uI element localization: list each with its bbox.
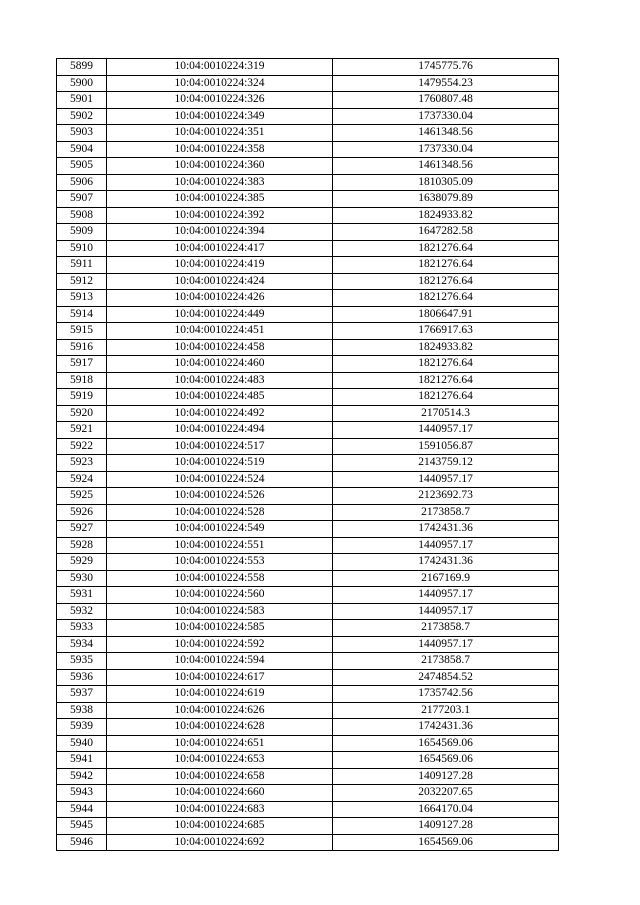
- row-number-cell: 5946: [57, 834, 107, 851]
- cadastral-number-cell: 10:04:0010224:617: [107, 669, 333, 686]
- table-row: [57, 323, 559, 340]
- row-number-cell: 5901: [57, 92, 107, 109]
- cadastral-number-cell: 10:04:0010224:651: [107, 735, 333, 752]
- table-row: [57, 75, 559, 92]
- cadastral-value-cell: 1810305.09: [333, 174, 559, 191]
- cadastral-value-cell: 1461348.56: [333, 158, 559, 175]
- cadastral-number-cell: 10:04:0010224:585: [107, 620, 333, 637]
- row-number-cell: 5930: [57, 570, 107, 587]
- cadastral-value-cell: 2032207.65: [333, 785, 559, 802]
- cadastral-number-cell: 10:04:0010224:419: [107, 257, 333, 274]
- cadastral-number-cell: 10:04:0010224:551: [107, 537, 333, 554]
- cadastral-value-cell: 1654569.06: [333, 752, 559, 769]
- row-number-cell: 5903: [57, 125, 107, 142]
- row-number-cell: 5913: [57, 290, 107, 307]
- row-number-cell: 5917: [57, 356, 107, 373]
- cadastral-value-cell: 1440957.17: [333, 587, 559, 604]
- cadastral-value-cell: 1440957.17: [333, 537, 559, 554]
- cadastral-value-cell: 2173858.7: [333, 620, 559, 637]
- cadastral-value-cell: 1461348.56: [333, 125, 559, 142]
- cadastral-number-cell: 10:04:0010224:660: [107, 785, 333, 802]
- cadastral-value-cell: 1440957.17: [333, 422, 559, 439]
- row-number-cell: 5904: [57, 141, 107, 158]
- row-number-cell: 5939: [57, 719, 107, 736]
- table-row: [57, 471, 559, 488]
- table-row: [57, 356, 559, 373]
- cadastral-number-cell: 10:04:0010224:324: [107, 75, 333, 92]
- table-row: [57, 174, 559, 191]
- cadastral-value-cell: 2177203.1: [333, 702, 559, 719]
- table-row: [57, 158, 559, 175]
- table-row: [57, 587, 559, 604]
- row-number-cell: 5934: [57, 636, 107, 653]
- row-number-cell: 5916: [57, 339, 107, 356]
- table-body: [57, 59, 559, 851]
- cadastral-value-cell: 1821276.64: [333, 372, 559, 389]
- document-page: [56, 58, 558, 851]
- row-number-cell: 5919: [57, 389, 107, 406]
- cadastral-value-cell: 1824933.82: [333, 207, 559, 224]
- row-number-cell: 5941: [57, 752, 107, 769]
- table-row: [57, 108, 559, 125]
- cadastral-number-cell: 10:04:0010224:460: [107, 356, 333, 373]
- table-row: [57, 818, 559, 835]
- cadastral-number-cell: 10:04:0010224:558: [107, 570, 333, 587]
- cadastral-number-cell: 10:04:0010224:549: [107, 521, 333, 538]
- cadastral-number-cell: 10:04:0010224:319: [107, 59, 333, 76]
- cadastral-number-cell: 10:04:0010224:483: [107, 372, 333, 389]
- cadastral-number-cell: 10:04:0010224:658: [107, 768, 333, 785]
- table-row: [57, 59, 559, 76]
- cadastral-value-cell: 1647282.58: [333, 224, 559, 241]
- table-row: [57, 191, 559, 208]
- cadastral-value-cell: 1821276.64: [333, 389, 559, 406]
- cadastral-value-cell: 1742431.36: [333, 521, 559, 538]
- table-row: [57, 834, 559, 851]
- cadastral-number-cell: 10:04:0010224:528: [107, 504, 333, 521]
- cadastral-value-cell: 1440957.17: [333, 471, 559, 488]
- cadastral-number-cell: 10:04:0010224:517: [107, 438, 333, 455]
- row-number-cell: 5920: [57, 405, 107, 422]
- table-row: [57, 735, 559, 752]
- row-number-cell: 5931: [57, 587, 107, 604]
- cadastral-value-cell: 1737330.04: [333, 108, 559, 125]
- cadastral-value-cell: 2173858.7: [333, 653, 559, 670]
- cadastral-number-cell: 10:04:0010224:619: [107, 686, 333, 703]
- table-row: [57, 339, 559, 356]
- row-number-cell: 5942: [57, 768, 107, 785]
- table-row: [57, 570, 559, 587]
- cadastral-value-cell: 1760807.48: [333, 92, 559, 109]
- row-number-cell: 5922: [57, 438, 107, 455]
- cadastral-number-cell: 10:04:0010224:553: [107, 554, 333, 571]
- row-number-cell: 5915: [57, 323, 107, 340]
- table-row: [57, 290, 559, 307]
- row-number-cell: 5929: [57, 554, 107, 571]
- cadastral-value-cell: 1479554.23: [333, 75, 559, 92]
- row-number-cell: 5914: [57, 306, 107, 323]
- cadastral-value-cell: 1742431.36: [333, 719, 559, 736]
- cadastral-number-cell: 10:04:0010224:592: [107, 636, 333, 653]
- cadastral-number-cell: 10:04:0010224:417: [107, 240, 333, 257]
- table-row: [57, 669, 559, 686]
- cadastral-number-cell: 10:04:0010224:426: [107, 290, 333, 307]
- row-number-cell: 5902: [57, 108, 107, 125]
- cadastral-number-cell: 10:04:0010224:326: [107, 92, 333, 109]
- table-row: [57, 372, 559, 389]
- cadastral-value-cell: 1745775.76: [333, 59, 559, 76]
- row-number-cell: 5909: [57, 224, 107, 241]
- table-row: [57, 224, 559, 241]
- cadastral-number-cell: 10:04:0010224:628: [107, 719, 333, 736]
- table-row: [57, 752, 559, 769]
- cadastral-value-cell: 2123692.73: [333, 488, 559, 505]
- table-row: [57, 785, 559, 802]
- row-number-cell: 5923: [57, 455, 107, 472]
- row-number-cell: 5932: [57, 603, 107, 620]
- cadastral-value-cell: 1654569.06: [333, 735, 559, 752]
- table-row: [57, 125, 559, 142]
- row-number-cell: 5936: [57, 669, 107, 686]
- cadastral-number-cell: 10:04:0010224:358: [107, 141, 333, 158]
- cadastral-value-cell: 2170514.3: [333, 405, 559, 422]
- table-row: [57, 768, 559, 785]
- cadastral-number-cell: 10:04:0010224:526: [107, 488, 333, 505]
- cadastral-number-cell: 10:04:0010224:385: [107, 191, 333, 208]
- table-row: [57, 719, 559, 736]
- table-row: [57, 92, 559, 109]
- cadastral-value-cell: 2167169.9: [333, 570, 559, 587]
- row-number-cell: 5935: [57, 653, 107, 670]
- cadastral-value-cell: 1409127.28: [333, 818, 559, 835]
- table-row: [57, 438, 559, 455]
- cadastral-value-cell: 1821276.64: [333, 257, 559, 274]
- cadastral-value-cell: 1821276.64: [333, 240, 559, 257]
- cadastral-number-cell: 10:04:0010224:394: [107, 224, 333, 241]
- table-row: [57, 653, 559, 670]
- row-number-cell: 5944: [57, 801, 107, 818]
- cadastral-number-cell: 10:04:0010224:524: [107, 471, 333, 488]
- table-row: [57, 603, 559, 620]
- row-number-cell: 5928: [57, 537, 107, 554]
- cadastral-value-cell: 1654569.06: [333, 834, 559, 851]
- cadastral-number-cell: 10:04:0010224:519: [107, 455, 333, 472]
- row-number-cell: 5906: [57, 174, 107, 191]
- cadastral-number-cell: 10:04:0010224:383: [107, 174, 333, 191]
- row-number-cell: 5907: [57, 191, 107, 208]
- cadastral-number-cell: 10:04:0010224:594: [107, 653, 333, 670]
- table-row: [57, 405, 559, 422]
- row-number-cell: 5926: [57, 504, 107, 521]
- row-number-cell: 5927: [57, 521, 107, 538]
- cadastral-number-cell: 10:04:0010224:494: [107, 422, 333, 439]
- table-row: [57, 273, 559, 290]
- cadastral-value-cell: 1821276.64: [333, 273, 559, 290]
- cadastral-number-cell: 10:04:0010224:458: [107, 339, 333, 356]
- table-row: [57, 455, 559, 472]
- row-number-cell: 5899: [57, 59, 107, 76]
- table-row: [57, 801, 559, 818]
- table-row: [57, 537, 559, 554]
- table-row: [57, 240, 559, 257]
- cadastral-value-cell: 2143759.12: [333, 455, 559, 472]
- table-row: [57, 257, 559, 274]
- cadastral-number-cell: 10:04:0010224:683: [107, 801, 333, 818]
- row-number-cell: 5911: [57, 257, 107, 274]
- row-number-cell: 5933: [57, 620, 107, 637]
- cadastral-number-cell: 10:04:0010224:583: [107, 603, 333, 620]
- table-row: [57, 389, 559, 406]
- cadastral-value-cell: 1824933.82: [333, 339, 559, 356]
- table-row: [57, 488, 559, 505]
- row-number-cell: 5912: [57, 273, 107, 290]
- table-row: [57, 422, 559, 439]
- cadastral-value-cell: 1409127.28: [333, 768, 559, 785]
- cadastral-number-cell: 10:04:0010224:392: [107, 207, 333, 224]
- table-row: [57, 554, 559, 571]
- cadastral-value-cell: 1638079.89: [333, 191, 559, 208]
- cadastral-value-cell: 1591056.87: [333, 438, 559, 455]
- cadastral-number-cell: 10:04:0010224:560: [107, 587, 333, 604]
- table-row: [57, 702, 559, 719]
- cadastral-value-cell: 1735742.56: [333, 686, 559, 703]
- row-number-cell: 5910: [57, 240, 107, 257]
- cadastral-number-cell: 10:04:0010224:485: [107, 389, 333, 406]
- table-row: [57, 636, 559, 653]
- row-number-cell: 5924: [57, 471, 107, 488]
- cadastral-value-cell: 1742431.36: [333, 554, 559, 571]
- row-number-cell: 5905: [57, 158, 107, 175]
- cadastral-number-cell: 10:04:0010224:451: [107, 323, 333, 340]
- table-row: [57, 686, 559, 703]
- table-row: [57, 504, 559, 521]
- cadastral-value-cell: 1664170.04: [333, 801, 559, 818]
- cadastral-number-cell: 10:04:0010224:351: [107, 125, 333, 142]
- table-row: [57, 521, 559, 538]
- cadastral-value-cell: 1766917.63: [333, 323, 559, 340]
- cadastral-value-cell: 1440957.17: [333, 636, 559, 653]
- table-row: [57, 306, 559, 323]
- cadastral-number-cell: 10:04:0010224:360: [107, 158, 333, 175]
- cadastral-value-cell: 1821276.64: [333, 356, 559, 373]
- cadastral-number-cell: 10:04:0010224:349: [107, 108, 333, 125]
- row-number-cell: 5938: [57, 702, 107, 719]
- cadastral-number-cell: 10:04:0010224:653: [107, 752, 333, 769]
- row-number-cell: 5908: [57, 207, 107, 224]
- cadastral-value-cell: 1806647.91: [333, 306, 559, 323]
- cadastral-value-cell: 2173858.7: [333, 504, 559, 521]
- row-number-cell: 5937: [57, 686, 107, 703]
- row-number-cell: 5900: [57, 75, 107, 92]
- row-number-cell: 5945: [57, 818, 107, 835]
- cadastral-number-cell: 10:04:0010224:692: [107, 834, 333, 851]
- cadastral-number-cell: 10:04:0010224:449: [107, 306, 333, 323]
- table-row: [57, 620, 559, 637]
- row-number-cell: 5940: [57, 735, 107, 752]
- row-number-cell: 5921: [57, 422, 107, 439]
- cadastral-value-table: [56, 58, 559, 851]
- cadastral-number-cell: 10:04:0010224:626: [107, 702, 333, 719]
- cadastral-value-cell: 1737330.04: [333, 141, 559, 158]
- row-number-cell: 5943: [57, 785, 107, 802]
- cadastral-value-cell: 1821276.64: [333, 290, 559, 307]
- cadastral-value-cell: 1440957.17: [333, 603, 559, 620]
- cadastral-number-cell: 10:04:0010224:685: [107, 818, 333, 835]
- cadastral-value-cell: 2474854.52: [333, 669, 559, 686]
- table-row: [57, 207, 559, 224]
- cadastral-number-cell: 10:04:0010224:424: [107, 273, 333, 290]
- cadastral-number-cell: 10:04:0010224:492: [107, 405, 333, 422]
- row-number-cell: 5918: [57, 372, 107, 389]
- table-row: [57, 141, 559, 158]
- row-number-cell: 5925: [57, 488, 107, 505]
